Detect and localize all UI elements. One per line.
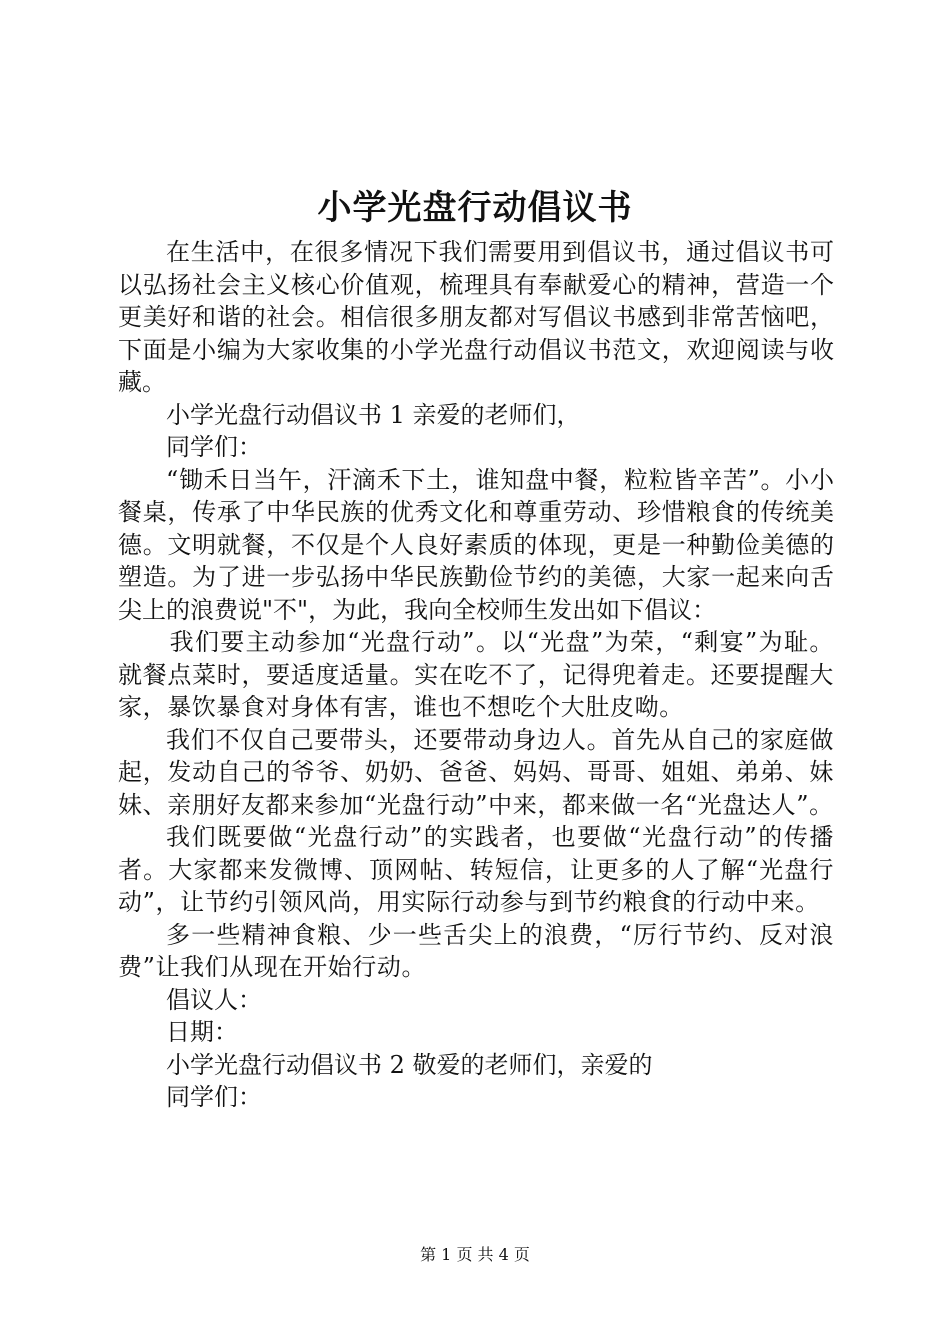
intro-paragraph: 在生活中，在很多情况下我们需要用到倡议书，通过倡议书可以弘扬社会主义核心价值观，梳理具有奉献爱心的精神，营造一个更美好和谐的社会。相信很多朋友都对写倡议书感到非常苦恼吧，下面是小编为大家收集的小学光盘行动倡议书范文，欢迎阅读与收藏。 [118, 238, 834, 396]
page-number-footer: 第 1 页 共 4 页 [420, 1245, 530, 1264]
letter-1-paragraph-poem: “锄禾日当午，汗滴禾下土，谁知盘中餐，粒粒皆辛苦”。小小餐桌，传承了中华民族的优秀文化和尊重劳动、珍惜粮食的传统美德。文明就餐，不仅是个人良好素质的体现，更是一种勤俭美德的塑造。为了进一步弘扬中华民族勤俭节约的美德，大家一起来向舌尖上的浪费说"不"，为此，我向全校师生发出如下倡议： [118, 465, 834, 624]
letter-1-paragraph-proposal-3: 我们既要做“光盘行动”的实践者，也要做“光盘行动”的传播者。大家都来发微博、顶网帖、转短信，让更多的人了解“光盘行动”，让节约引领风尚，用实际行动参与到节约粮食的行动中来。 [118, 823, 834, 916]
letter-2-heading: 小学光盘行动倡议书 2 敬爱的老师们，亲爱的 [166, 1050, 653, 1079]
document-body [118, 236, 834, 1114]
letter-1-date: 日期： [166, 1018, 238, 1046]
letter-1-paragraph-closing: 多一些精神食粮、少一些舌尖上的浪费，“厉行节约、反对浪费”让我们从现在开始行动。 [118, 920, 834, 981]
letter-1-paragraph-proposal-2: 我们不仅自己要带头，还要带动身边人。首先从自己的家庭做起，发动自己的爷爷、奶奶、爸爸、妈妈、哥哥、姐姐、弟弟、妹妹、亲朋好友都来参加“光盘行动”中来，都来做一名“光盘达人”。 [118, 725, 834, 819]
letter-1-salutation: 同学们： [166, 433, 262, 461]
letter-1-heading: 小学光盘行动倡议书 1 亲爱的老师们， [166, 400, 581, 429]
letter-2-salutation: 同学们： [166, 1083, 262, 1111]
document-title: 小学光盘行动倡议书 [317, 188, 633, 228]
letter-1-paragraph-proposal-1: 我们要主动参加“光盘行动”。以“光盘”为荣，“剩宴”为耻。就餐点菜时，要适度适量。实在吃不了，记得兜着走。还要提醒大家，暴饮暴食对身体有害，谁也不想吃个大肚皮呦。 [118, 628, 834, 721]
letter-1-proposer: 倡议人： [166, 985, 262, 1014]
